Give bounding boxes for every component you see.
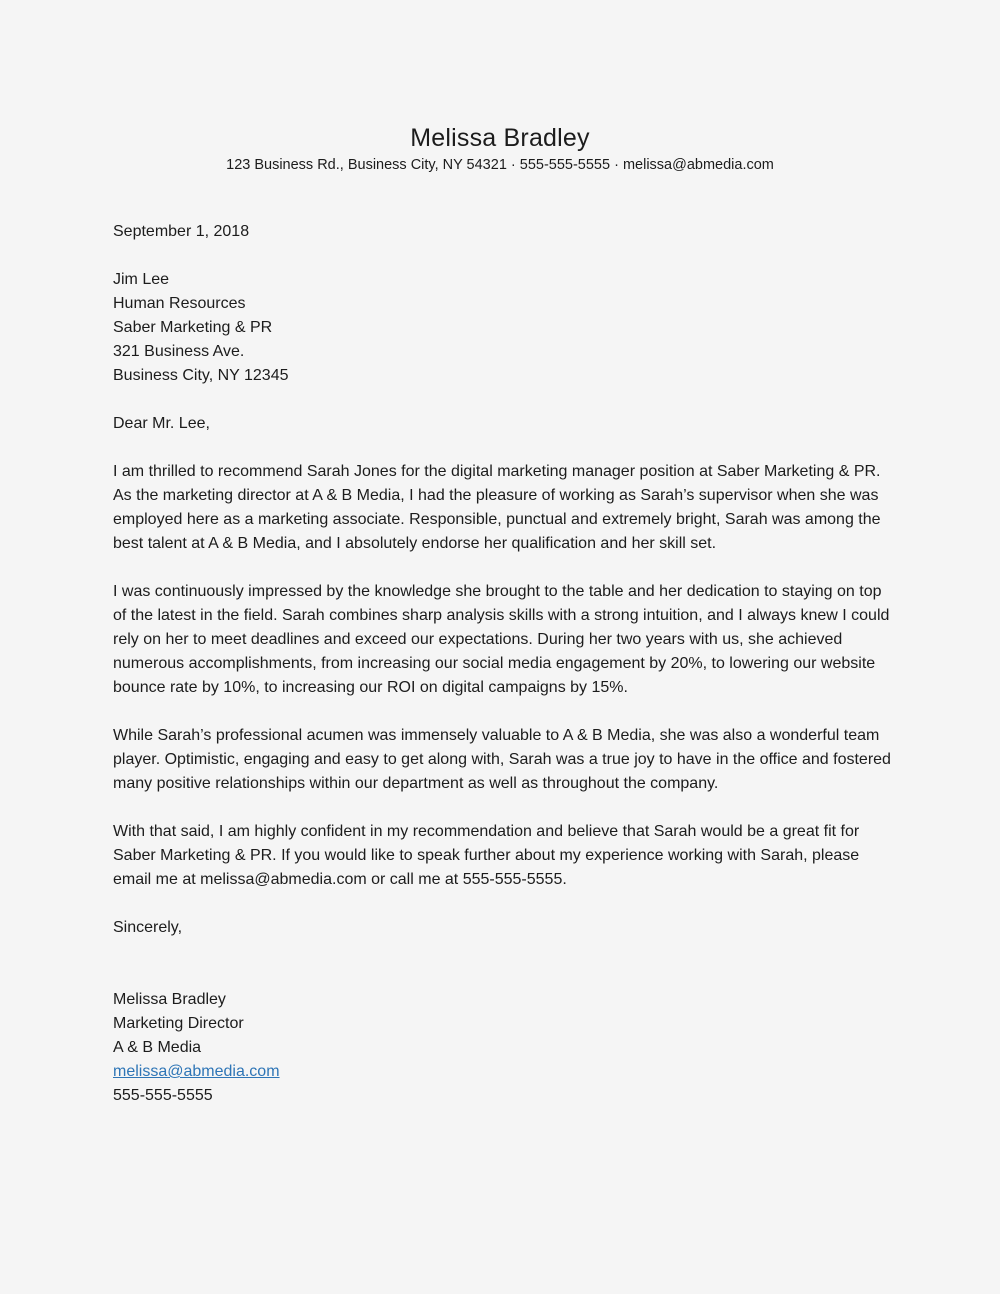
body-paragraph-1: I am thrilled to recommend Sarah Jones for the digital marketing manager position at Saber Marketing & PR. As the marketing director at A & B Media, I had the pleasure of working as Sarah’s supervisor when she was employed here as a marketing associate. Responsible, punctual and extremely bright, Sarah was among the best talent at A & B Media, and I absolutely endorse her qualification and her skill set. [113,463,881,552]
recipient-name: Jim Lee [113,271,170,288]
salutation: Dear Mr. Lee, [113,415,210,432]
body-paragraph-2: I was continuously impressed by the knowledge she brought to the table and her dedication to staying on top of the latest in the field. Sarah combines sharp analysis skills with a strong intuition, and I always knew I could rely on her to meet deadlines and exceed our expectations. During her two years with us, she achieved numerous accomplishments, from increasing our social media engagement by 20%, to lowering our website bounce rate by 10%, to increasing our ROI on digital campaigns by 15%. [113,583,890,696]
letter-body [113,220,891,1108]
recipient-department: Human Resources [113,295,246,312]
signature-email-link[interactable]: melissa@abmedia.com [113,1063,280,1080]
closing: Sincerely, [113,919,183,936]
recipient-block [113,268,891,388]
recipient-company: Saber Marketing & PR [113,319,273,336]
letter-header [0,122,1000,176]
sender-name: Melissa Bradley [410,124,590,152]
body-paragraph-3: While Sarah’s professional acumen was immensely valuable to A & B Media, she was also a wonderful team player. Optimistic, engaging and easy to get along with, Sarah was a true joy to have in the office and fostered many positive relationships within our department as well as throughout the company. [113,727,891,792]
letter-date: September 1, 2018 [113,223,250,240]
recipient-city: Business City, NY 12345 [113,367,289,384]
signature-company: A & B Media [113,1039,202,1056]
recipient-street: 321 Business Ave. [113,343,245,360]
signature-block [113,988,891,1108]
signature-name: Melissa Bradley [113,991,226,1008]
signature-phone: 555-555-5555 [113,1087,213,1104]
signature-title: Marketing Director [113,1015,244,1032]
body-paragraph-4: With that said, I am highly confident in my recommendation and believe that Sarah would be a great fit for Saber Marketing & PR. If you would like to speak further about my experience working with Sarah, please email me at melissa@abmedia.com or call me at 555-555-5555. [113,823,860,888]
sender-contact-line: 123 Business Rd., Business City, NY 54321 · 555-555-5555 · melissa@abmedia.com [226,157,774,173]
